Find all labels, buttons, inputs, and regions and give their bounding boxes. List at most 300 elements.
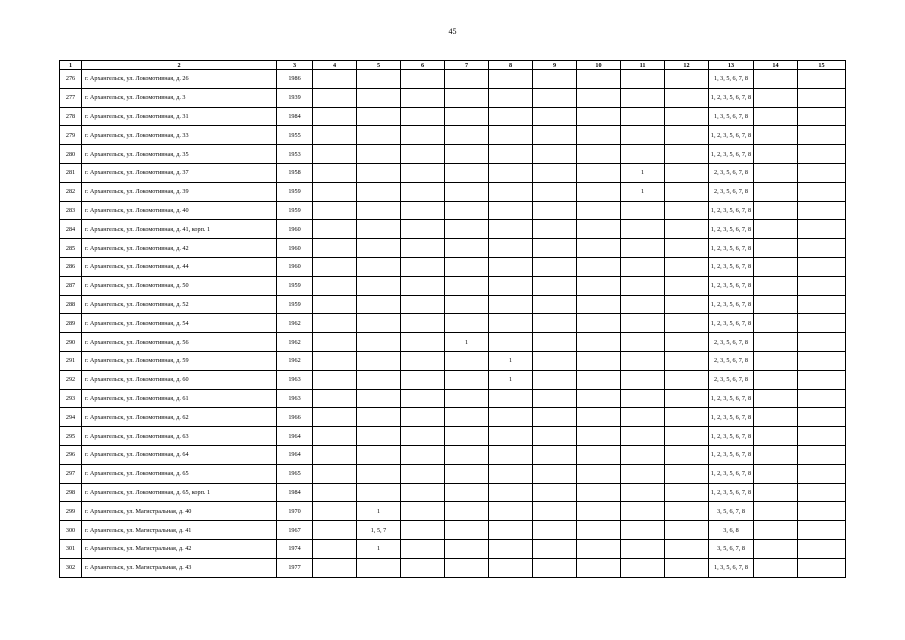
row-number: 278 bbox=[60, 107, 82, 126]
col6-cell bbox=[401, 333, 445, 352]
col12-cell bbox=[665, 276, 709, 295]
address-cell: г. Архангельск, ул. Магистральная, д. 42 bbox=[82, 539, 277, 558]
col8-cell: 1 bbox=[489, 351, 533, 370]
col15-cell bbox=[798, 257, 846, 276]
row-number: 279 bbox=[60, 126, 82, 145]
table-row bbox=[60, 126, 846, 145]
col8-cell bbox=[489, 521, 533, 540]
col9-cell bbox=[533, 107, 577, 126]
col6-cell bbox=[401, 126, 445, 145]
col14-cell bbox=[754, 88, 798, 107]
col7-cell bbox=[445, 201, 489, 220]
table-row bbox=[60, 145, 846, 164]
col12-cell bbox=[665, 370, 709, 389]
year-cell: 1970 bbox=[277, 502, 313, 521]
col11-cell bbox=[621, 351, 665, 370]
row-number: 287 bbox=[60, 276, 82, 295]
column-header: 5 bbox=[357, 61, 401, 70]
header-row bbox=[60, 61, 846, 70]
col7-cell bbox=[445, 558, 489, 577]
col6-cell bbox=[401, 464, 445, 483]
col9-cell bbox=[533, 389, 577, 408]
col9-cell bbox=[533, 201, 577, 220]
col12-cell bbox=[665, 558, 709, 577]
year-cell: 1963 bbox=[277, 370, 313, 389]
col15-cell bbox=[798, 163, 846, 182]
col15-cell bbox=[798, 70, 846, 89]
col12-cell bbox=[665, 539, 709, 558]
col4-cell bbox=[313, 333, 357, 352]
year-cell: 1959 bbox=[277, 201, 313, 220]
col11-cell bbox=[621, 201, 665, 220]
col4-cell bbox=[313, 558, 357, 577]
col15-cell bbox=[798, 333, 846, 352]
col11-cell: 1 bbox=[621, 163, 665, 182]
col4-cell bbox=[313, 70, 357, 89]
col8-cell bbox=[489, 201, 533, 220]
col12-cell bbox=[665, 107, 709, 126]
col6-cell bbox=[401, 427, 445, 446]
col14-cell bbox=[754, 314, 798, 333]
col12-cell bbox=[665, 333, 709, 352]
col5-cell bbox=[357, 427, 401, 446]
col12-cell bbox=[665, 145, 709, 164]
row-number: 292 bbox=[60, 370, 82, 389]
col10-cell bbox=[577, 539, 621, 558]
year-cell: 1966 bbox=[277, 408, 313, 427]
col15-cell bbox=[798, 88, 846, 107]
col12-cell bbox=[665, 389, 709, 408]
address-cell: г. Архангельск, ул. Магистральная, д. 43 bbox=[82, 558, 277, 577]
col13-cell: 1, 2, 3, 5, 6, 7, 8 bbox=[709, 145, 754, 164]
col4-cell bbox=[313, 145, 357, 164]
col7-cell bbox=[445, 126, 489, 145]
address-cell: г. Архангельск, ул. Локомотивная, д. 37 bbox=[82, 163, 277, 182]
address-cell: г. Архангельск, ул. Локомотивная, д. 44 bbox=[82, 257, 277, 276]
col12-cell bbox=[665, 502, 709, 521]
table-row bbox=[60, 483, 846, 502]
col12-cell bbox=[665, 521, 709, 540]
table-row bbox=[60, 201, 846, 220]
col5-cell bbox=[357, 220, 401, 239]
year-cell: 1962 bbox=[277, 314, 313, 333]
row-number: 289 bbox=[60, 314, 82, 333]
col11-cell bbox=[621, 483, 665, 502]
address-cell: г. Архангельск, ул. Локомотивная, д. 52 bbox=[82, 295, 277, 314]
row-number: 284 bbox=[60, 220, 82, 239]
col15-cell bbox=[798, 427, 846, 446]
col6-cell bbox=[401, 539, 445, 558]
col14-cell bbox=[754, 107, 798, 126]
col5-cell bbox=[357, 276, 401, 295]
col11-cell bbox=[621, 464, 665, 483]
col11-cell bbox=[621, 314, 665, 333]
col15-cell bbox=[798, 239, 846, 258]
col11-cell bbox=[621, 70, 665, 89]
column-header: 7 bbox=[445, 61, 489, 70]
table-row bbox=[60, 558, 846, 577]
col13-cell: 1, 2, 3, 5, 6, 7, 8 bbox=[709, 276, 754, 295]
address-cell: г. Архангельск, ул. Локомотивная, д. 62 bbox=[82, 408, 277, 427]
col11-cell bbox=[621, 521, 665, 540]
col10-cell bbox=[577, 182, 621, 201]
column-header: 4 bbox=[313, 61, 357, 70]
col4-cell bbox=[313, 239, 357, 258]
col5-cell bbox=[357, 483, 401, 502]
column-header: 12 bbox=[665, 61, 709, 70]
col13-cell: 1, 3, 5, 6, 7, 8 bbox=[709, 558, 754, 577]
col14-cell bbox=[754, 163, 798, 182]
col12-cell bbox=[665, 126, 709, 145]
col12-cell bbox=[665, 408, 709, 427]
row-number: 297 bbox=[60, 464, 82, 483]
col4-cell bbox=[313, 370, 357, 389]
address-cell: г. Архангельск, ул. Локомотивная, д. 35 bbox=[82, 145, 277, 164]
column-header: 14 bbox=[754, 61, 798, 70]
col9-cell bbox=[533, 464, 577, 483]
col6-cell bbox=[401, 408, 445, 427]
row-number: 299 bbox=[60, 502, 82, 521]
col10-cell bbox=[577, 445, 621, 464]
address-cell: г. Архангельск, ул. Локомотивная, д. 60 bbox=[82, 370, 277, 389]
col13-cell: 3, 6, 8 bbox=[709, 521, 754, 540]
col5-cell bbox=[357, 333, 401, 352]
col13-cell: 1, 2, 3, 5, 6, 7, 8 bbox=[709, 445, 754, 464]
table-row bbox=[60, 182, 846, 201]
address-cell: г. Архангельск, ул. Локомотивная, д. 65, корп. 1 bbox=[82, 483, 277, 502]
col8-cell bbox=[489, 295, 533, 314]
address-cell: г. Архангельск, ул. Локомотивная, д. 33 bbox=[82, 126, 277, 145]
row-number: 293 bbox=[60, 389, 82, 408]
col9-cell bbox=[533, 408, 577, 427]
col7-cell bbox=[445, 295, 489, 314]
year-cell: 1965 bbox=[277, 464, 313, 483]
col15-cell bbox=[798, 558, 846, 577]
col4-cell bbox=[313, 521, 357, 540]
address-cell: г. Архангельск, ул. Локомотивная, д. 39 bbox=[82, 182, 277, 201]
col9-cell bbox=[533, 427, 577, 446]
col11-cell bbox=[621, 427, 665, 446]
col5-cell bbox=[357, 408, 401, 427]
col6-cell bbox=[401, 351, 445, 370]
col6-cell bbox=[401, 521, 445, 540]
col8-cell bbox=[489, 333, 533, 352]
col7-cell bbox=[445, 370, 489, 389]
col10-cell bbox=[577, 88, 621, 107]
col13-cell: 1, 3, 5, 6, 7, 8 bbox=[709, 70, 754, 89]
col8-cell bbox=[489, 257, 533, 276]
col10-cell bbox=[577, 107, 621, 126]
col13-cell: 1, 2, 3, 5, 6, 7, 8 bbox=[709, 464, 754, 483]
address-cell: г. Архангельск, ул. Локомотивная, д. 50 bbox=[82, 276, 277, 295]
col14-cell bbox=[754, 220, 798, 239]
col6-cell bbox=[401, 257, 445, 276]
col4-cell bbox=[313, 483, 357, 502]
col6-cell bbox=[401, 483, 445, 502]
year-cell: 1960 bbox=[277, 220, 313, 239]
col4-cell bbox=[313, 182, 357, 201]
col6-cell bbox=[401, 389, 445, 408]
col13-cell: 2, 3, 5, 6, 7, 8 bbox=[709, 370, 754, 389]
col9-cell bbox=[533, 295, 577, 314]
column-header: 9 bbox=[533, 61, 577, 70]
col9-cell bbox=[533, 445, 577, 464]
col12-cell bbox=[665, 351, 709, 370]
col8-cell bbox=[489, 126, 533, 145]
address-cell: г. Архангельск, ул. Локомотивная, д. 56 bbox=[82, 333, 277, 352]
col13-cell: 1, 2, 3, 5, 6, 7, 8 bbox=[709, 257, 754, 276]
col5-cell bbox=[357, 445, 401, 464]
col15-cell bbox=[798, 483, 846, 502]
col11-cell bbox=[621, 502, 665, 521]
col9-cell bbox=[533, 539, 577, 558]
col8-cell: 1 bbox=[489, 370, 533, 389]
col5-cell bbox=[357, 239, 401, 258]
row-number: 286 bbox=[60, 257, 82, 276]
col14-cell bbox=[754, 145, 798, 164]
col5-cell bbox=[357, 201, 401, 220]
table-row bbox=[60, 239, 846, 258]
col11-cell bbox=[621, 88, 665, 107]
col4-cell bbox=[313, 539, 357, 558]
col6-cell bbox=[401, 445, 445, 464]
table-row bbox=[60, 521, 846, 540]
col4-cell bbox=[313, 220, 357, 239]
address-cell: г. Архангельск, ул. Локомотивная, д. 26 bbox=[82, 70, 277, 89]
col10-cell bbox=[577, 126, 621, 145]
col11-cell bbox=[621, 145, 665, 164]
row-number: 277 bbox=[60, 88, 82, 107]
col14-cell bbox=[754, 257, 798, 276]
col14-cell bbox=[754, 389, 798, 408]
col5-cell bbox=[357, 145, 401, 164]
col9-cell bbox=[533, 239, 577, 258]
col4-cell bbox=[313, 314, 357, 333]
col5-cell bbox=[357, 126, 401, 145]
col6-cell bbox=[401, 182, 445, 201]
address-cell: г. Архангельск, ул. Локомотивная, д. 54 bbox=[82, 314, 277, 333]
col6-cell bbox=[401, 145, 445, 164]
col7-cell bbox=[445, 502, 489, 521]
col15-cell bbox=[798, 351, 846, 370]
col8-cell bbox=[489, 389, 533, 408]
col4-cell bbox=[313, 163, 357, 182]
col7-cell bbox=[445, 408, 489, 427]
col6-cell bbox=[401, 201, 445, 220]
col13-cell: 3, 5, 6, 7, 8 bbox=[709, 502, 754, 521]
col8-cell bbox=[489, 558, 533, 577]
col10-cell bbox=[577, 370, 621, 389]
col6-cell bbox=[401, 314, 445, 333]
col12-cell bbox=[665, 220, 709, 239]
col8-cell bbox=[489, 464, 533, 483]
address-cell: г. Архангельск, ул. Локомотивная, д. 65 bbox=[82, 464, 277, 483]
col9-cell bbox=[533, 502, 577, 521]
col5-cell bbox=[357, 70, 401, 89]
year-cell: 1953 bbox=[277, 145, 313, 164]
col5-cell: 1 bbox=[357, 539, 401, 558]
col11-cell bbox=[621, 389, 665, 408]
row-number: 294 bbox=[60, 408, 82, 427]
col15-cell bbox=[798, 126, 846, 145]
col8-cell bbox=[489, 163, 533, 182]
col14-cell bbox=[754, 558, 798, 577]
column-header: 3 bbox=[277, 61, 313, 70]
year-cell: 1959 bbox=[277, 182, 313, 201]
col10-cell bbox=[577, 351, 621, 370]
col11-cell bbox=[621, 239, 665, 258]
address-cell: г. Архангельск, ул. Локомотивная, д. 31 bbox=[82, 107, 277, 126]
col5-cell: 1, 5, 7 bbox=[357, 521, 401, 540]
col13-cell: 2, 3, 5, 6, 7, 8 bbox=[709, 182, 754, 201]
col8-cell bbox=[489, 539, 533, 558]
col9-cell bbox=[533, 182, 577, 201]
col8-cell bbox=[489, 445, 533, 464]
col13-cell: 2, 3, 5, 6, 7, 8 bbox=[709, 333, 754, 352]
col11-cell bbox=[621, 257, 665, 276]
col6-cell bbox=[401, 558, 445, 577]
col10-cell bbox=[577, 483, 621, 502]
col10-cell bbox=[577, 145, 621, 164]
col12-cell bbox=[665, 163, 709, 182]
col13-cell: 1, 2, 3, 5, 6, 7, 8 bbox=[709, 483, 754, 502]
col11-cell bbox=[621, 295, 665, 314]
col8-cell bbox=[489, 427, 533, 446]
col5-cell bbox=[357, 88, 401, 107]
col7-cell bbox=[445, 107, 489, 126]
col13-cell: 1, 2, 3, 5, 6, 7, 8 bbox=[709, 408, 754, 427]
col13-cell: 1, 2, 3, 5, 6, 7, 8 bbox=[709, 239, 754, 258]
col14-cell bbox=[754, 295, 798, 314]
col12-cell bbox=[665, 295, 709, 314]
col6-cell bbox=[401, 163, 445, 182]
col15-cell bbox=[798, 464, 846, 483]
col15-cell bbox=[798, 539, 846, 558]
col4-cell bbox=[313, 201, 357, 220]
table-row bbox=[60, 333, 846, 352]
col10-cell bbox=[577, 257, 621, 276]
col9-cell bbox=[533, 145, 577, 164]
col4-cell bbox=[313, 107, 357, 126]
year-cell: 1964 bbox=[277, 445, 313, 464]
col12-cell bbox=[665, 464, 709, 483]
col14-cell bbox=[754, 333, 798, 352]
col13-cell: 3, 5, 6, 7, 8 bbox=[709, 539, 754, 558]
table-row bbox=[60, 163, 846, 182]
col8-cell bbox=[489, 145, 533, 164]
col15-cell bbox=[798, 220, 846, 239]
col9-cell bbox=[533, 483, 577, 502]
table-row bbox=[60, 539, 846, 558]
row-number: 295 bbox=[60, 427, 82, 446]
col14-cell bbox=[754, 464, 798, 483]
col10-cell bbox=[577, 427, 621, 446]
col4-cell bbox=[313, 408, 357, 427]
year-cell: 1962 bbox=[277, 333, 313, 352]
table-row bbox=[60, 370, 846, 389]
table-row bbox=[60, 295, 846, 314]
year-cell: 1959 bbox=[277, 276, 313, 295]
col7-cell bbox=[445, 145, 489, 164]
column-header: 13 bbox=[709, 61, 754, 70]
col6-cell bbox=[401, 502, 445, 521]
col11-cell bbox=[621, 558, 665, 577]
table-row bbox=[60, 257, 846, 276]
col8-cell bbox=[489, 88, 533, 107]
col10-cell bbox=[577, 276, 621, 295]
col9-cell bbox=[533, 257, 577, 276]
col8-cell bbox=[489, 70, 533, 89]
col5-cell bbox=[357, 107, 401, 126]
col7-cell bbox=[445, 239, 489, 258]
table-row bbox=[60, 408, 846, 427]
address-cell: г. Архангельск, ул. Локомотивная, д. 41, корп. 1 bbox=[82, 220, 277, 239]
col14-cell bbox=[754, 182, 798, 201]
table-row bbox=[60, 220, 846, 239]
row-number: 276 bbox=[60, 70, 82, 89]
col14-cell bbox=[754, 539, 798, 558]
col5-cell bbox=[357, 257, 401, 276]
col4-cell bbox=[313, 427, 357, 446]
col5-cell bbox=[357, 295, 401, 314]
col11-cell bbox=[621, 107, 665, 126]
table-row bbox=[60, 88, 846, 107]
col14-cell bbox=[754, 408, 798, 427]
address-cell: г. Архангельск, ул. Локомотивная, д. 63 bbox=[82, 427, 277, 446]
col5-cell bbox=[357, 351, 401, 370]
col13-cell: 1, 2, 3, 5, 6, 7, 8 bbox=[709, 220, 754, 239]
address-cell: г. Архангельск, ул. Локомотивная, д. 3 bbox=[82, 88, 277, 107]
year-cell: 1960 bbox=[277, 239, 313, 258]
table-body bbox=[60, 70, 846, 578]
column-header: 6 bbox=[401, 61, 445, 70]
row-number: 300 bbox=[60, 521, 82, 540]
address-cell: г. Архангельск, ул. Магистральная, д. 40 bbox=[82, 502, 277, 521]
col15-cell bbox=[798, 521, 846, 540]
col14-cell bbox=[754, 70, 798, 89]
row-number: 302 bbox=[60, 558, 82, 577]
col10-cell bbox=[577, 521, 621, 540]
col9-cell bbox=[533, 314, 577, 333]
col13-cell: 1, 2, 3, 5, 6, 7, 8 bbox=[709, 88, 754, 107]
col13-cell: 1, 3, 5, 6, 7, 8 bbox=[709, 107, 754, 126]
col10-cell bbox=[577, 333, 621, 352]
row-number: 298 bbox=[60, 483, 82, 502]
table-row bbox=[60, 389, 846, 408]
col7-cell bbox=[445, 483, 489, 502]
col5-cell bbox=[357, 558, 401, 577]
col6-cell bbox=[401, 70, 445, 89]
col7-cell bbox=[445, 88, 489, 107]
year-cell: 1977 bbox=[277, 558, 313, 577]
col9-cell bbox=[533, 163, 577, 182]
col12-cell bbox=[665, 483, 709, 502]
col10-cell bbox=[577, 220, 621, 239]
row-number: 296 bbox=[60, 445, 82, 464]
year-cell: 1960 bbox=[277, 257, 313, 276]
col4-cell bbox=[313, 445, 357, 464]
col10-cell bbox=[577, 408, 621, 427]
col4-cell bbox=[313, 351, 357, 370]
col12-cell bbox=[665, 88, 709, 107]
table-row bbox=[60, 427, 846, 446]
year-cell: 1959 bbox=[277, 295, 313, 314]
year-cell: 1984 bbox=[277, 483, 313, 502]
table-row bbox=[60, 276, 846, 295]
col10-cell bbox=[577, 70, 621, 89]
col11-cell bbox=[621, 408, 665, 427]
col11-cell bbox=[621, 370, 665, 389]
